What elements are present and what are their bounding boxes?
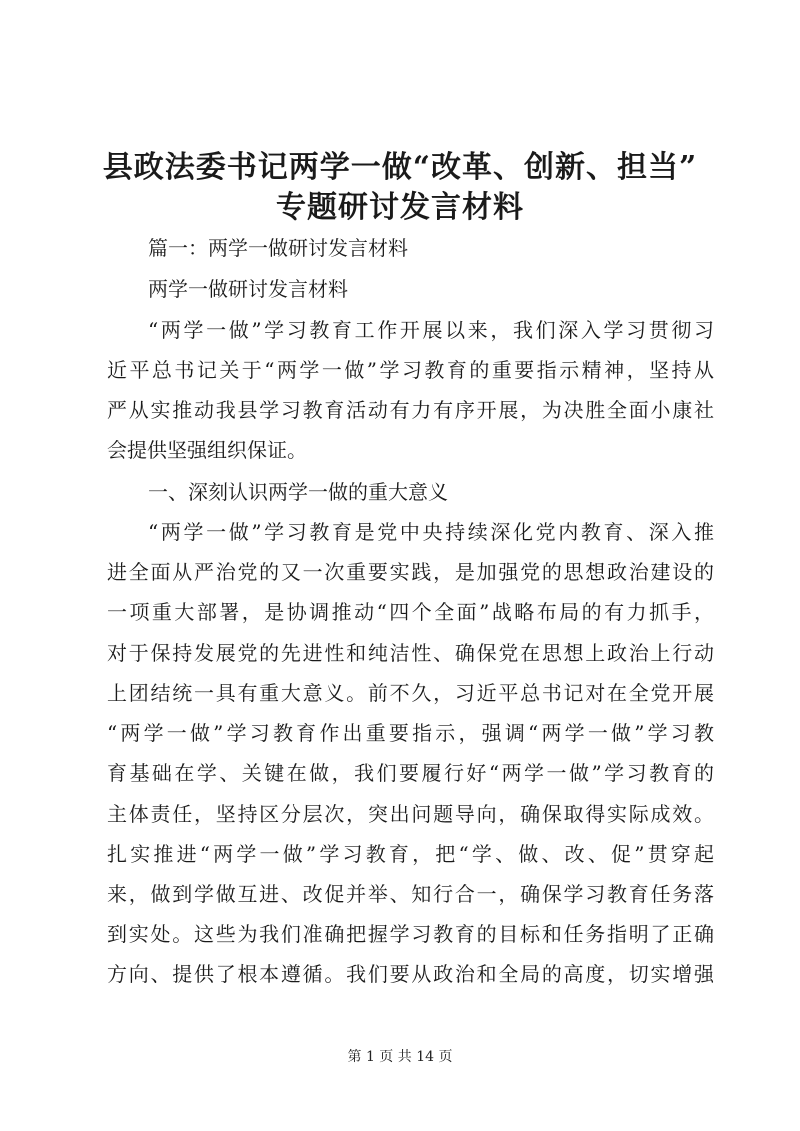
section-1-heading: 一、深刻认识两学一做的重大意义 <box>148 480 448 504</box>
paragraph-2-line-2: 进全面从严治党的又一次重要实践，是加强党的思想政治建设的 <box>107 560 714 584</box>
paragraph-2-line-1: “两学一做”学习教育是党中央持续深化党内教育、深入推 <box>148 520 714 544</box>
paragraph-2-line-7: 育基础在学、关键在做，我们要履行好“两学一做”学习教育的 <box>107 761 714 785</box>
page-footer: 第 1 页 共 14 页 <box>347 1049 453 1065</box>
subheading-1: 篇一：两学一做研讨发言材料 <box>148 236 408 260</box>
paragraph-2-line-6: “两学一做”学习教育作出重要指示，强调“两学一做”学习教 <box>107 721 714 745</box>
paragraph-2-line-11: 到实处。这些为我们准确把握学习教育的目标和任务指明了正确 <box>107 922 714 946</box>
paragraph-1-line-3: 严从实推动我县学习教育活动有力有序开展，为决胜全面小康社 <box>107 398 714 422</box>
document-title-line-2: 专题研讨发言材料 <box>276 190 524 225</box>
paragraph-2-line-3: 一项重大部署，是协调推动“四个全面”战略布局的有力抓手， <box>107 600 714 624</box>
paragraph-1-line-2: 近平总书记关于“两学一做”学习教育的重要指示精神，坚持从 <box>107 358 714 382</box>
document-title-line-1: 县政法委书记两学一做“改革、创新、担当” <box>102 150 698 185</box>
subheading-2: 两学一做研讨发言材料 <box>148 277 348 301</box>
paragraph-2-line-4: 对于保持发展党的先进性和纯洁性、确保党在思想上政治上行动 <box>107 641 714 665</box>
paragraph-2-line-10: 来，做到学做互进、改促并举、知行合一，确保学习教育任务落 <box>107 882 714 906</box>
paragraph-2-line-9: 扎实推进“两学一做”学习教育，把“学、做、改、促”贯穿起 <box>107 842 714 866</box>
paragraph-2-line-5: 上团结统一具有重大意义。前不久，习近平总书记对在全党开展 <box>107 681 714 705</box>
paragraph-2-line-12: 方向、提供了根本遵循。我们要从政治和全局的高度，切实增强 <box>107 962 714 986</box>
paragraph-2-line-8: 主体责任，坚持区分层次，突出问题导向，确保取得实际成效。 <box>107 802 714 826</box>
paragraph-1-line-4: 会提供坚强组织保证。 <box>107 438 307 462</box>
paragraph-1-line-1: “两学一做”学习教育工作开展以来，我们深入学习贯彻习 <box>148 318 714 342</box>
